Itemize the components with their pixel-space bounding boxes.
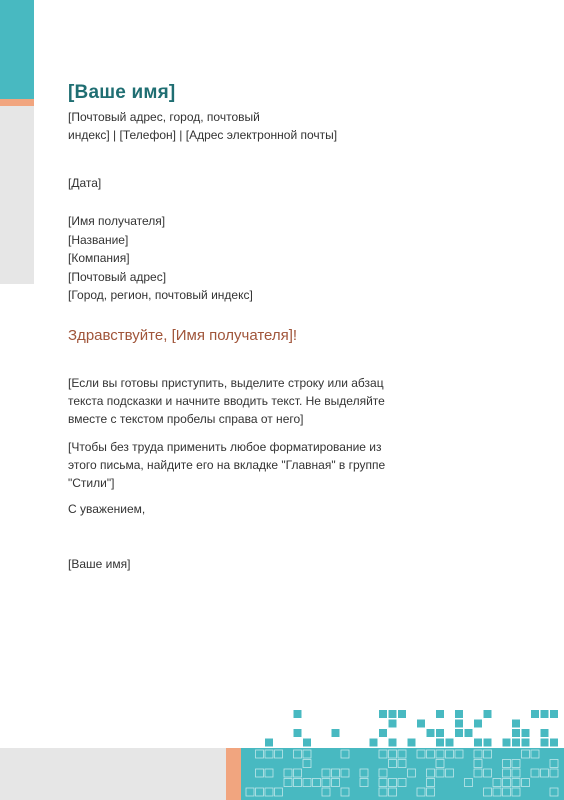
pixel-square bbox=[484, 710, 492, 718]
signature-name[interactable]: [Ваше имя] bbox=[68, 557, 131, 571]
pixel-square bbox=[265, 739, 273, 747]
pixel-square bbox=[408, 739, 416, 747]
pixel-square bbox=[417, 720, 425, 728]
pixel-square bbox=[332, 729, 340, 737]
pixel-square bbox=[503, 739, 511, 747]
pixel-square bbox=[389, 720, 397, 728]
bottom-gray-band bbox=[0, 748, 226, 800]
pixel-square bbox=[389, 710, 397, 718]
pixel-square bbox=[522, 729, 530, 737]
pixel-square bbox=[465, 729, 473, 737]
pixel-square bbox=[541, 739, 549, 747]
letter-date[interactable]: [Дата] bbox=[68, 176, 102, 190]
bottom-teal-band bbox=[241, 748, 564, 800]
pixel-square bbox=[550, 710, 558, 718]
sender-contact bbox=[68, 108, 388, 144]
pixel-square bbox=[541, 710, 549, 718]
closing[interactable]: С уважением, bbox=[68, 502, 146, 516]
recipient-title[interactable]: [Название] bbox=[68, 232, 129, 247]
recipient-block bbox=[68, 212, 253, 305]
sender-name[interactable]: [Ваше имя] bbox=[68, 82, 176, 103]
pixel-square bbox=[474, 720, 482, 728]
left-teal-band bbox=[0, 0, 34, 99]
body-paragraph-1[interactable]: [Если вы готовы приступить, выделите строку или абзац текста подсказки и начните вводить текст. Не выделяйте вместе с текстом пробелы справа от него] bbox=[68, 376, 385, 426]
pixel-square bbox=[436, 710, 444, 718]
pixel-square bbox=[294, 710, 302, 718]
pixel-square bbox=[550, 739, 558, 747]
pixel-square bbox=[455, 720, 463, 728]
greeting[interactable]: Здравствуйте, [Имя получателя]! bbox=[68, 327, 298, 344]
pixel-square bbox=[379, 710, 387, 718]
left-gray-band bbox=[0, 106, 34, 284]
left-orange-stripe bbox=[0, 99, 34, 106]
pixel-square bbox=[455, 729, 463, 737]
recipient-name[interactable]: [Имя получателя] bbox=[68, 214, 166, 228]
pixel-square bbox=[379, 729, 387, 737]
pixel-square bbox=[512, 729, 520, 737]
pixel-square bbox=[531, 710, 539, 718]
pixel-square bbox=[294, 729, 302, 737]
pixel-square bbox=[389, 739, 397, 747]
pixel-square bbox=[370, 739, 378, 747]
pixel-square bbox=[455, 710, 463, 718]
pixel-square bbox=[427, 729, 435, 737]
pixel-square bbox=[512, 739, 520, 747]
recipient-company[interactable]: [Компания] bbox=[68, 251, 130, 265]
pixel-square bbox=[484, 739, 492, 747]
body-paragraph-2[interactable]: [Чтобы без труда применить любое форматирование из этого письма, найдите его на вкладке "Главная" в группе "Стили"] bbox=[68, 440, 386, 490]
pixel-square bbox=[446, 739, 454, 747]
sender-address-line2[interactable]: индекс] | [Телефон] | [Адрес электронной почты] bbox=[68, 128, 338, 142]
bottom-orange-stripe bbox=[226, 748, 241, 800]
pixel-square bbox=[436, 739, 444, 747]
sender-address-line1[interactable]: [Почтовый адрес, город, почтовый bbox=[68, 110, 260, 124]
pixel-square bbox=[541, 729, 549, 737]
pixel-square bbox=[474, 739, 482, 747]
recipient-address[interactable]: [Почтовый адрес] bbox=[68, 269, 167, 284]
pixel-square bbox=[303, 739, 311, 747]
pixel-square bbox=[512, 720, 520, 728]
pixel-square bbox=[398, 710, 406, 718]
pixel-square bbox=[436, 729, 444, 737]
pixel-square bbox=[522, 739, 530, 747]
recipient-city[interactable]: [Город, регион, почтовый индекс] bbox=[68, 288, 253, 302]
